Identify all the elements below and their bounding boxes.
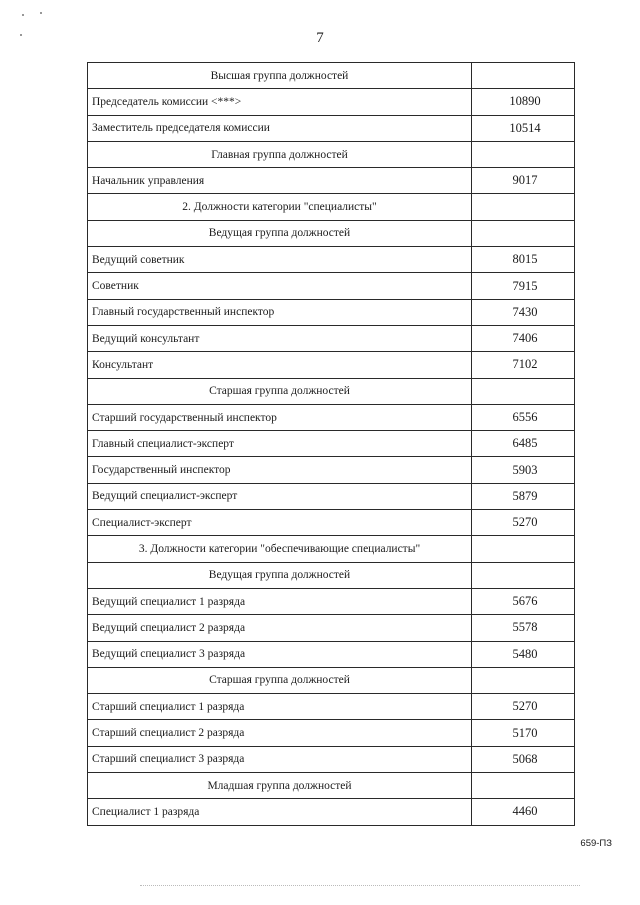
salary-value-cell: 5480 xyxy=(472,641,575,667)
position-name-cell: Государственный инспектор xyxy=(88,457,472,483)
salary-value-cell: 5068 xyxy=(472,746,575,772)
table-row xyxy=(88,483,575,509)
group-title-cell: Ведущая группа должностей xyxy=(88,220,472,246)
group-title-cell: Ведущая группа должностей xyxy=(88,562,472,588)
table-row xyxy=(88,694,575,720)
position-name-cell: Ведущий специалист 3 разряда xyxy=(88,641,472,667)
position-name-cell: Председатель комиссии <***> xyxy=(88,89,472,115)
table-row xyxy=(88,641,575,667)
salary-value-cell: 7915 xyxy=(472,273,575,299)
salary-value-cell: 5578 xyxy=(472,615,575,641)
salary-value-cell xyxy=(472,773,575,799)
table-row xyxy=(88,746,575,772)
salary-table xyxy=(87,62,575,826)
salary-value-cell xyxy=(472,141,575,167)
table-row xyxy=(88,89,575,115)
group-title-cell: Старшая группа должностей xyxy=(88,667,472,693)
salary-value-cell: 7102 xyxy=(472,352,575,378)
position-name-cell: Специалист-эксперт xyxy=(88,510,472,536)
group-header-row xyxy=(88,773,575,799)
salary-value-cell: 7406 xyxy=(472,325,575,351)
salary-value-cell: 8015 xyxy=(472,247,575,273)
table-row xyxy=(88,457,575,483)
group-header-row xyxy=(88,220,575,246)
salary-value-cell xyxy=(472,378,575,404)
position-name-cell: Старший специалист 1 разряда xyxy=(88,694,472,720)
group-header-row xyxy=(88,378,575,404)
table-row xyxy=(88,615,575,641)
position-name-cell: Консультант xyxy=(88,352,472,378)
table-row xyxy=(88,115,575,141)
position-name-cell: Ведущий специалист 1 разряда xyxy=(88,588,472,614)
position-name-cell: Главный специалист-эксперт xyxy=(88,431,472,457)
position-name-cell: Ведущий специалист 2 разряда xyxy=(88,615,472,641)
salary-value-cell: 5903 xyxy=(472,457,575,483)
scan-noise-line xyxy=(140,885,580,888)
salary-value-cell: 5270 xyxy=(472,510,575,536)
salary-value-cell xyxy=(472,536,575,562)
table-row xyxy=(88,352,575,378)
group-header-row xyxy=(88,141,575,167)
position-name-cell: Советник xyxy=(88,273,472,299)
group-header-row xyxy=(88,536,575,562)
table-row xyxy=(88,299,575,325)
table-row xyxy=(88,720,575,746)
salary-value-cell: 10514 xyxy=(472,115,575,141)
position-name-cell: Специалист 1 разряда xyxy=(88,799,472,825)
salary-table-body xyxy=(88,63,575,826)
group-title-cell: Высшая группа должностей xyxy=(88,63,472,89)
salary-value-cell: 4460 xyxy=(472,799,575,825)
scan-artifact xyxy=(40,12,42,14)
table-row xyxy=(88,431,575,457)
group-title-cell: Младшая группа должностей xyxy=(88,773,472,799)
salary-value-cell xyxy=(472,194,575,220)
group-title-cell: 2. Должности категории "специалисты" xyxy=(88,194,472,220)
table-row xyxy=(88,404,575,430)
position-name-cell: Ведущий консультант xyxy=(88,325,472,351)
group-title-cell: 3. Должности категории "обеспечивающие специалисты" xyxy=(88,536,472,562)
salary-value-cell: 6485 xyxy=(472,431,575,457)
salary-value-cell xyxy=(472,667,575,693)
position-name-cell: Ведущий советник xyxy=(88,247,472,273)
page-number: 7 xyxy=(316,30,324,46)
table-row xyxy=(88,510,575,536)
salary-value-cell xyxy=(472,562,575,588)
salary-value-cell: 5170 xyxy=(472,720,575,746)
salary-value-cell: 5879 xyxy=(472,483,575,509)
salary-value-cell xyxy=(472,63,575,89)
table-row xyxy=(88,273,575,299)
position-name-cell: Старший государственный инспектор xyxy=(88,404,472,430)
group-header-row xyxy=(88,63,575,89)
position-name-cell: Старший специалист 3 разряда xyxy=(88,746,472,772)
position-name-cell: Ведущий специалист-эксперт xyxy=(88,483,472,509)
position-name-cell: Старший специалист 2 разряда xyxy=(88,720,472,746)
scan-artifact xyxy=(22,14,24,16)
salary-value-cell: 7430 xyxy=(472,299,575,325)
salary-value-cell: 9017 xyxy=(472,168,575,194)
salary-value-cell: 6556 xyxy=(472,404,575,430)
table-row xyxy=(88,247,575,273)
salary-value-cell: 5270 xyxy=(472,694,575,720)
position-name-cell: Начальник управления xyxy=(88,168,472,194)
group-title-cell: Старшая группа должностей xyxy=(88,378,472,404)
table-row xyxy=(88,325,575,351)
position-name-cell: Заместитель председателя комиссии xyxy=(88,115,472,141)
group-header-row xyxy=(88,667,575,693)
document-code: 659-ПЗ xyxy=(580,838,612,849)
group-header-row xyxy=(88,562,575,588)
salary-value-cell xyxy=(472,220,575,246)
table-row xyxy=(88,588,575,614)
salary-value-cell: 5676 xyxy=(472,588,575,614)
table-row xyxy=(88,168,575,194)
salary-value-cell: 10890 xyxy=(472,89,575,115)
position-name-cell: Главный государственный инспектор xyxy=(88,299,472,325)
group-title-cell: Главная группа должностей xyxy=(88,141,472,167)
table-row xyxy=(88,799,575,825)
group-header-row xyxy=(88,194,575,220)
